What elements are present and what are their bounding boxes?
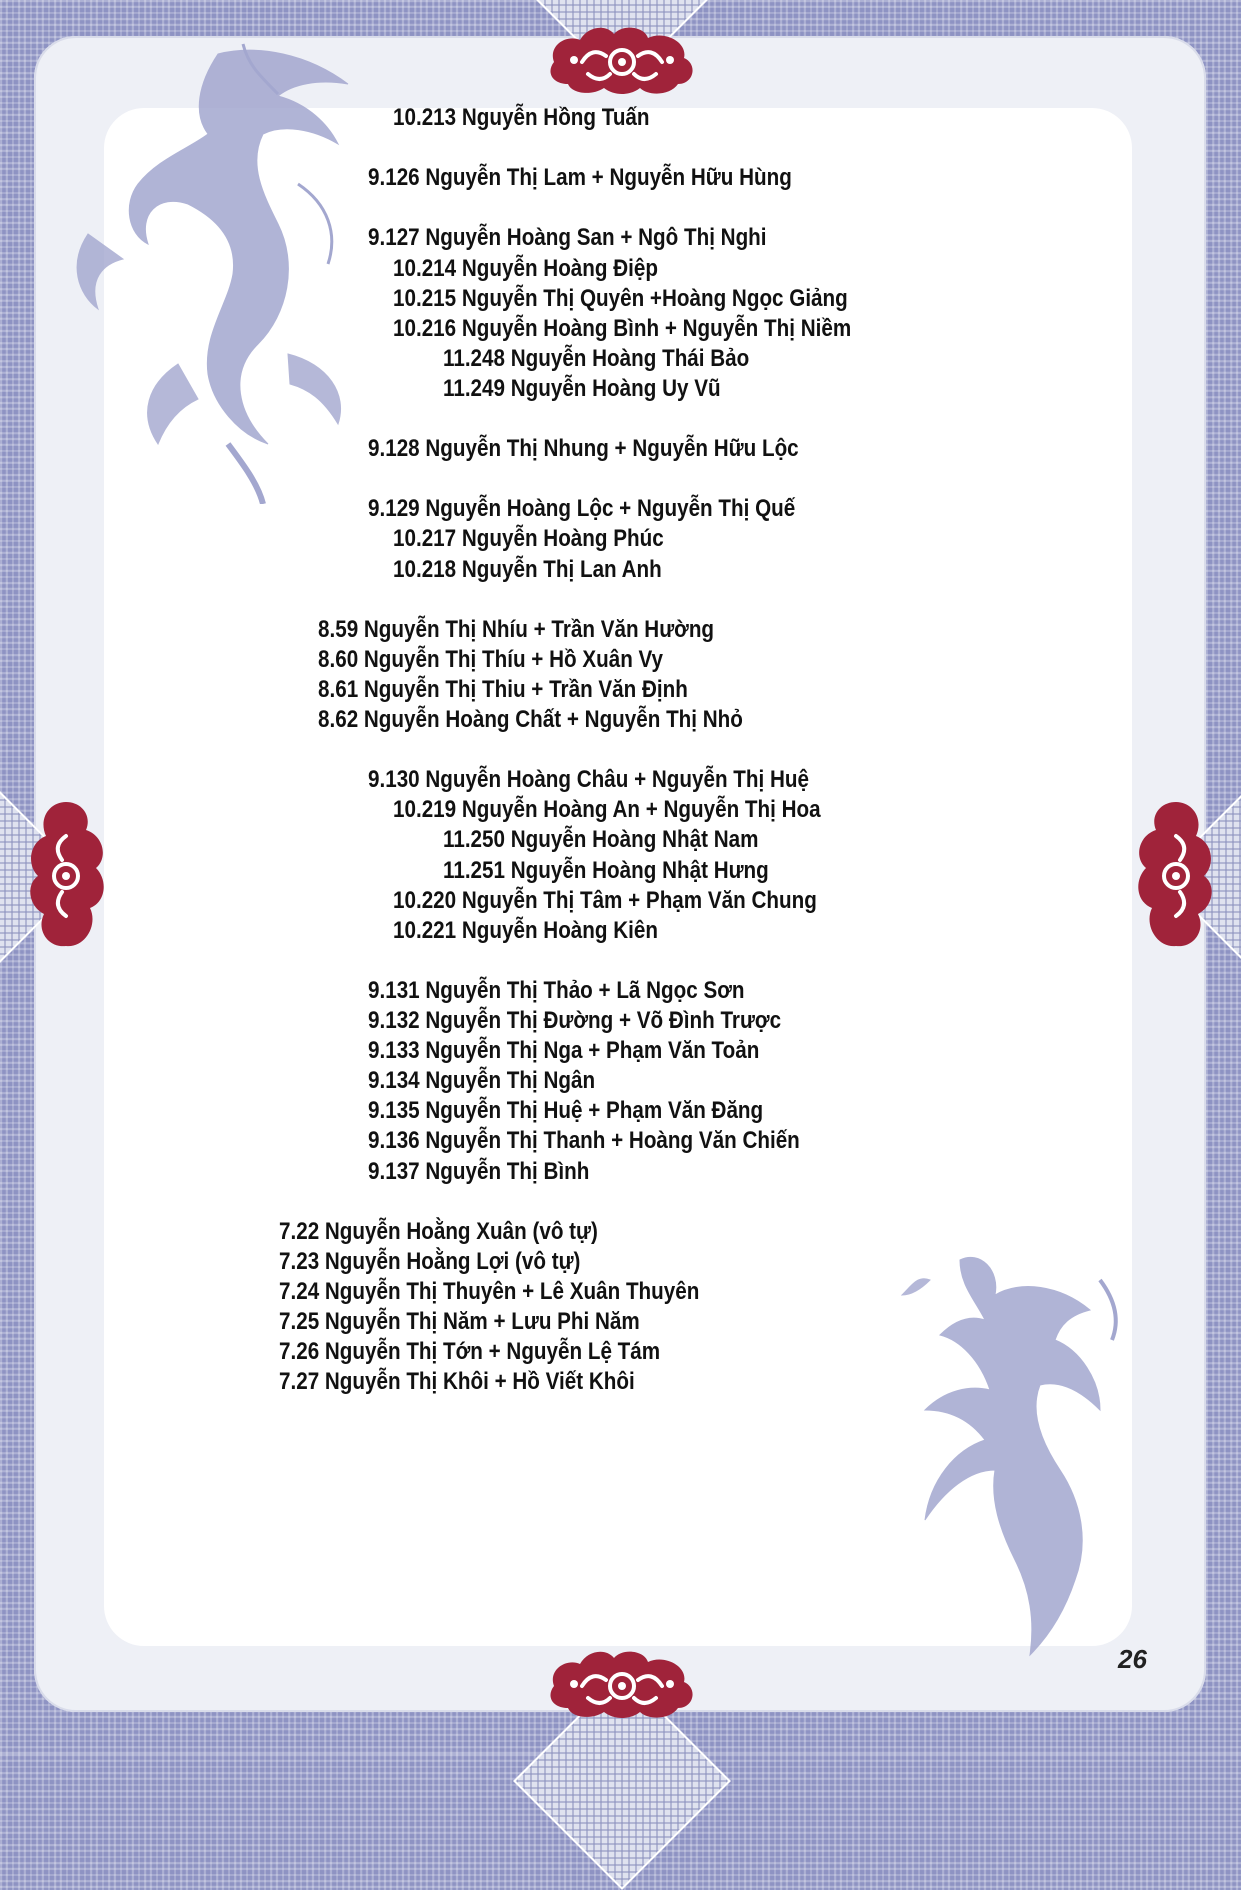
list-item: 9.127 Nguyễn Hoàng San + Ngô Thị Nghi <box>368 224 767 252</box>
list-item: 9.135 Nguyễn Thị Huệ + Phạm Văn Đăng <box>368 1097 764 1125</box>
list-item: 11.248 Nguyễn Hoàng Thái Bảo <box>443 344 750 372</box>
list-item: 7.24 Nguyễn Thị Thuyên + Lê Xuân Thuyên <box>279 1277 700 1305</box>
list-item: 10.220 Nguyễn Thị Tâm + Phạm Văn Chung <box>393 886 817 914</box>
list-item: 10.219 Nguyễn Hoàng An + Nguyễn Thị Hoa <box>393 796 821 824</box>
list-item: 9.132 Nguyễn Thị Đường + Võ Đình Trược <box>368 1007 782 1034</box>
page-number: 26 <box>1118 1644 1147 1674</box>
list-item: 7.25 Nguyễn Thị Năm + Lưu Phi Năm <box>279 1308 640 1335</box>
list-item: 9.131 Nguyễn Thị Thảo + Lã Ngọc Sơn <box>368 976 745 1004</box>
list-item: 10.213 Nguyễn Hồng Tuấn <box>393 104 650 131</box>
list-item: 10.214 Nguyễn Hoàng Điệp <box>393 254 658 282</box>
cloud-emblem-icon <box>544 1646 700 1720</box>
list-item: 9.134 Nguyễn Thị Ngân <box>368 1067 596 1095</box>
list-item: 7.27 Nguyễn Thị Khôi + Hồ Viết Khôi <box>279 1368 635 1396</box>
list-item: 11.250 Nguyễn Hoàng Nhật Nam <box>443 826 759 854</box>
list-item: 8.60 Nguyễn Thị Thíu + Hồ Xuân Vy <box>318 645 664 673</box>
list-item: 7.22 Nguyễn Hoằng Xuân (vô tự) <box>279 1217 598 1245</box>
list-item: 11.251 Nguyễn Hoàng Nhật Hưng <box>443 856 769 884</box>
list-item: 10.217 Nguyễn Hoàng Phúc <box>393 525 664 553</box>
list-item: 7.23 Nguyễn Hoằng Lợi (vô tự) <box>279 1247 581 1275</box>
list-item: 9.133 Nguyễn Thị Nga + Phạm Văn Toản <box>368 1037 760 1065</box>
list-item: 10.215 Nguyễn Thị Quyên +Hoàng Ngọc Giảng <box>393 284 848 312</box>
list-item: 11.249 Nguyễn Hoàng Uy Vũ <box>443 374 721 402</box>
list-item: 10.216 Nguyễn Hoàng Bình + Nguyễn Thị Niềm <box>393 314 852 342</box>
list-item: 9.126 Nguyễn Thị Lam + Nguyễn Hữu Hùng <box>368 164 792 192</box>
list-item: 8.61 Nguyễn Thị Thiu + Trần Văn Định <box>318 675 688 703</box>
list-item: 9.130 Nguyễn Hoàng Châu + Nguyễn Thị Huệ <box>368 766 809 794</box>
list-item: 7.26 Nguyễn Thị Tớn + Nguyễn Lệ Tám <box>279 1338 661 1366</box>
list-item: 9.136 Nguyễn Thị Thanh + Hoàng Văn Chiến <box>368 1127 800 1155</box>
list-item: 8.59 Nguyễn Thị Nhíu + Trần Văn Hường <box>318 615 715 643</box>
list-item: 9.129 Nguyễn Hoàng Lộc + Nguyễn Thị Quế <box>368 495 796 523</box>
list-item: 8.62 Nguyễn Hoàng Chất + Nguyễn Thị Nhỏ <box>318 706 743 733</box>
list-item: 9.137 Nguyễn Thị Bình <box>368 1157 590 1185</box>
list-item: 9.128 Nguyễn Thị Nhung + Nguyễn Hữu Lộc <box>368 435 799 463</box>
list-item: 10.221 Nguyễn Hoàng Kiên <box>393 916 658 944</box>
list-item: 10.218 Nguyễn Thị Lan Anh <box>393 555 662 583</box>
